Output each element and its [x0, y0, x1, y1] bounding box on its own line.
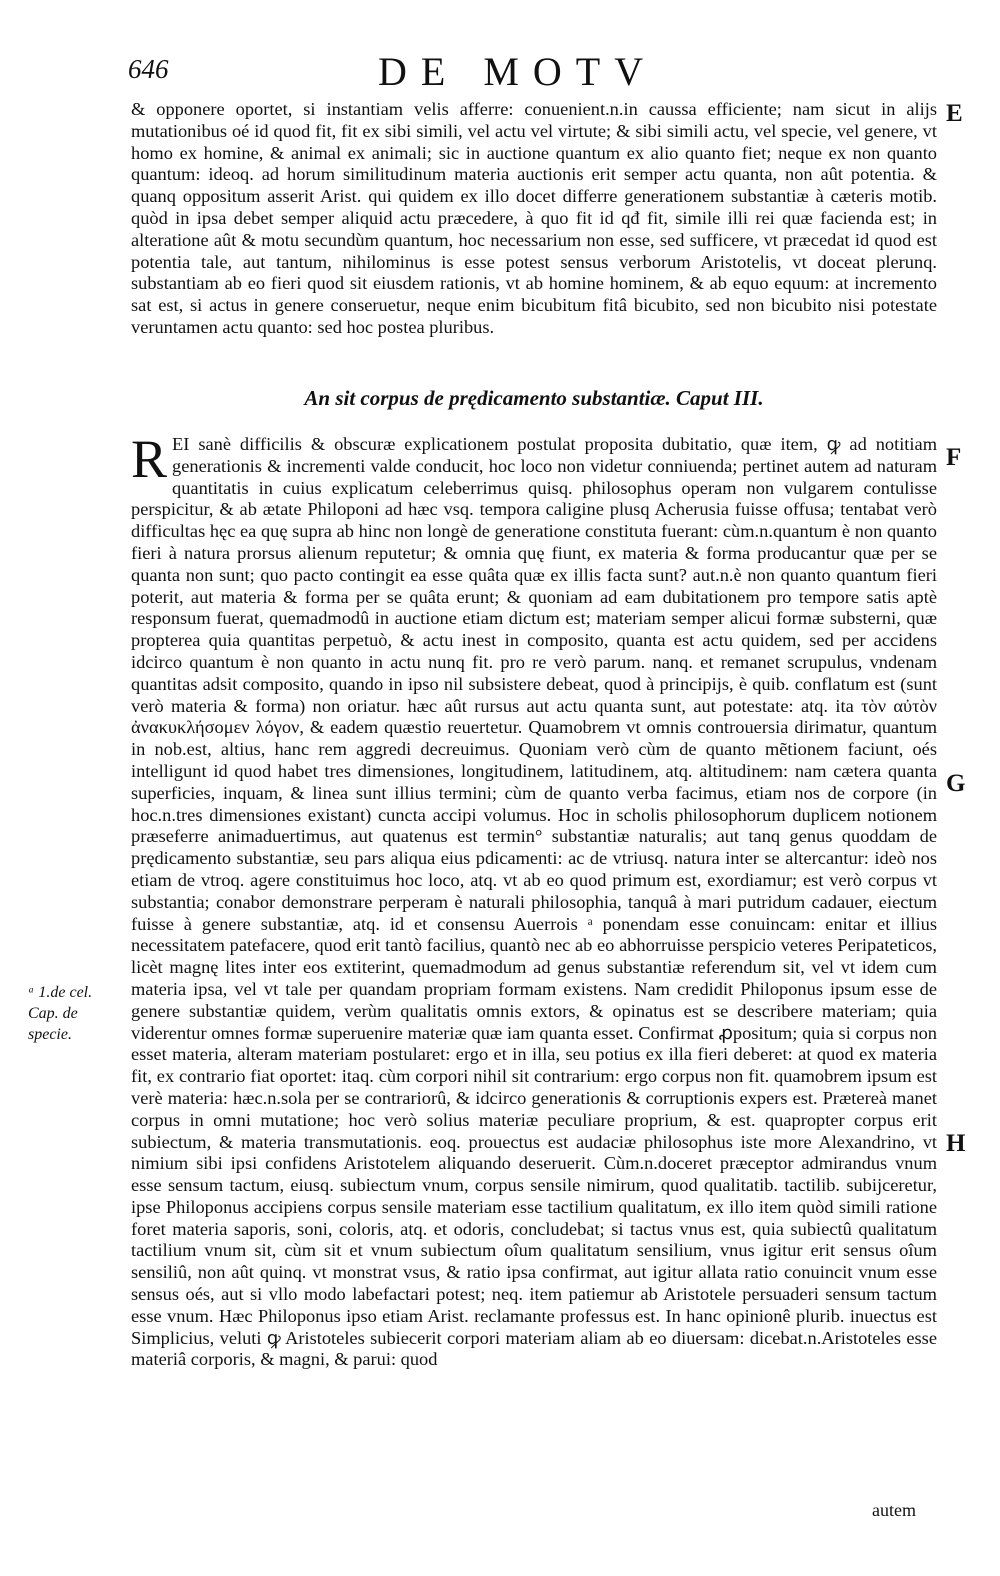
running-head: DE MOTV	[378, 49, 658, 94]
page-header	[128, 48, 828, 98]
margin-letter-e: E	[946, 100, 963, 127]
catchword: autem	[872, 1500, 916, 1520]
paragraph-2	[131, 429, 937, 1494]
marginal-note: ᵃ 1.de cel. Cap. de specie.	[28, 984, 93, 1043]
paragraph-1: & opponere oportet, si instantiam velis afferre: conuenient.n.in caussa efficiente; nam sicut in alijs mutationibus oé id quod fit, fit ex sibi simili, vel actu vel virtute; & sibi simili actu, vel specie, vel genere, vt homo ex homine, & animal ex animali; sic in auctione quantum ex alio quanto fiet; neque ex non quanto quantum: ideoq. ad horum similitudinum materia auctionis erit semper actu quanta, non aût potentia. & quanq oppositum asserit Arist. qui quidem ex illo docet differre generationem substantiæ à cæteris motib. quòd in ipsa debet semper aliquid actu præcedere, à quo fit id qđ fit, simile illi rei quæ facienda est; in alteratione aût & motu secundùm quantum, hoc necessarium non esse, sed sufficere, vt præcedat id quod est potentia tale, aut tantum, nihilominus is esse potest sensus verborum Aristotelis, vt doceat plerunq. substantiam ab eo fieri quod sit eiusdem rationis, vt ab homine hominem, & ab equo equum: at incremento sat est, si actus in genere conseruetur, neque enim bicubitum fitâ bicubito, sed non bicubito nisi potestate veruntamen actu quanto: sed hoc postea pluribus.	[131, 99, 937, 337]
paragraph-2-text: EI sanè difficilis & obscuræ explicationem postulat proposita dubitatio, quæ item, ꝙ ad notitiam generationis & incrementi valde conducit, hoc loco non videtur conniuenda; pertinet autem ad naturam quantitatis in cuius explicatum celeberrimus quisq. philosophus operam non vulgarem contulisse perspicitur, & ab ætate Philoponi ad hæc vsq. tempora caligine plusq Acherusia fuisse offusa; tentabat verò difficultas hęc ea quę supra ab hinc non longè de generatione constituta fuerant: cùm.n.quantum è non quanto fieri à natura prorsus alienum reputetur; & omnia quę fiunt, ex materia & forma producantur quæ per se quanta non sunt; quo pacto contingit ea esse quâta quæ ex illis facta sunt? aut.n.è non quanto quantum fieri poterit, aut materia & forma per se quâta erunt; & quoniam ad eam dubitationem pro tempore satis aptè responsum fuerat, quemadmodû in auctione etiam dictum est; materiam semper alicui formæ substerni, quæ propterea quia quantitas perpetuò, & actu inest in composito, quanta est actu quidem, sed per accidens idcirco quantum è non quanto in actu nunq fit. pro re verò parum. nanq. et remanet scrupulus, vndenam quantitas adsit composito, quando in ipso nil subsistere debeat, quod à principijs, è quib. conflatum est (sunt verò materia & forma) non oriatur. hæc aût rursus aut actu quanta sunt, aut potestate: atq. ita τὸν αὐτὸν ἀνακυκλήσομεν λόγον, & eadem quæstio reuertetur. Quamobrem vt omnis controuersia dirimatur, quantum in nob.est, altius, hanc rem aggredi decreuimus. Quoniam verò cùm de quanto mẽtionem faciunt, oés intelligunt id quod habet tres dimensiones, longitudinem, latitudinem, atq. altitudinem: nam cætera quanta superficies, inquam, & linea sunt illius termini; cùm de quanto verba facimus, etiam nos de corpore (in hoc.n.tres dimensiones existant) cuncta accipi volumus. Hoc in scholis philosophorum duplicem notionem præseferre animaduertimus, aut quatenus est termin° substantiæ naturalis; aut tanq genus quoddam de prędicamento substantiæ, seu pars aliqua eius pdicamenti: ac de vtriusq. natura inter se altercantur: ideò nos etiam de vtroq. agere constituimus hoc loco, atq. vt ab eo quod primum est, exordiamur; est verò corpus vt substantia; conabor demonstrare perperam è naturali philosophia, tanquâ à mari putridum cadauer, eiectum fuisse à genere substantiæ, atq. id et consensu Auerrois ᵃ ponendam esse conuincam: enitar et illius necessitatem patefacere, quod erit tantò facilius, quantò nec ab eo abhorruisse perspicio veteres Peripateticos, licèt magnę lites inter eos extiterint, quemadmodum ad genus substantiæ referendum sit, vel vt idem cum materia ipsa, vel vt tale per quandam propriam formam existens. Nam credidit Philoponus ipsum esse de genere substantiæ quidem, verùm qualitatis omnis extors, & opinatus est se describere materiam; quia viderentur omnes formæ superuenire materiæ quæ iam quanta esset. Confirmat ꝓpositum; quia si corpus non esset materia, alteram materiam postularet: ergo et in illa, seu potius ex illa fieri deberet: at quod ex materia fit, ex contrario fiat oportet: itaq. cùm corpori nihil sit contrarium: ergo corpus non fit. quamobrem ipsum est verè materia: hæc.n.sola per se contrariorû, & idcirco generationis & corruptionis expers est. Prætereà manet corpus in omni mutatione; hoc verò solius materiæ peculiare proprium, & est. quapropter corpus erit subiectum, & materia transmutationis. eoq. prouectus est audaciæ philosophus iste more Alexandrino, vt nimium sibi ipsi confidens Aristotelem aliquando deseruerit. Cùm.n.doceret præceptor admirandus vnum esse sensum tactum, eiusq. subiectum vnum, corpus sensile nimirum, quod qualitatib. tactilib. subijceretur, ipse Philoponus accipiens corpus sensile materiam esse tactilium qualitatum, ex illo item quòd simili ratione foret materia saporis, soni, coloris, atq. et odoris, concludebat; si tactus vnus est, quia subiectû qualitatum tactilium vnum sit, cùm sit et vnum subiectum oîum qualitatum sensilium, vnus igitur erit sensus oîum sensiliû, non aût quinq. vt monstrat vsus, & ratio ipsa confirmat, aut igitur allata ratio conuincit vnum esse sensus oés, aut si vllo modo labefactari potest; neq. item patiemur ab Aristotele persuaderi sensum tactum esse vnum. Hæc Philoponus ipso etiam Arist. reclamante professus est. In hanc opinionê plurib. inuectus est Simplicius, veluti ꝙ Aristoteles subiecerit corpori materiam aliam ab eo diuersam: dicebat.n.Aristoteles esse materiâ corporis, & magni, & parui: quod	[131, 434, 937, 1370]
drop-cap: R	[131, 429, 168, 489]
margin-letter-g: G	[946, 770, 966, 797]
margin-letter-f: F	[946, 444, 962, 471]
page-number: 646	[128, 54, 169, 84]
chapter-heading: An sit corpus de prędicamento substantiæ. Caput III.	[304, 386, 764, 410]
margin-letter-h: H	[946, 1130, 966, 1157]
